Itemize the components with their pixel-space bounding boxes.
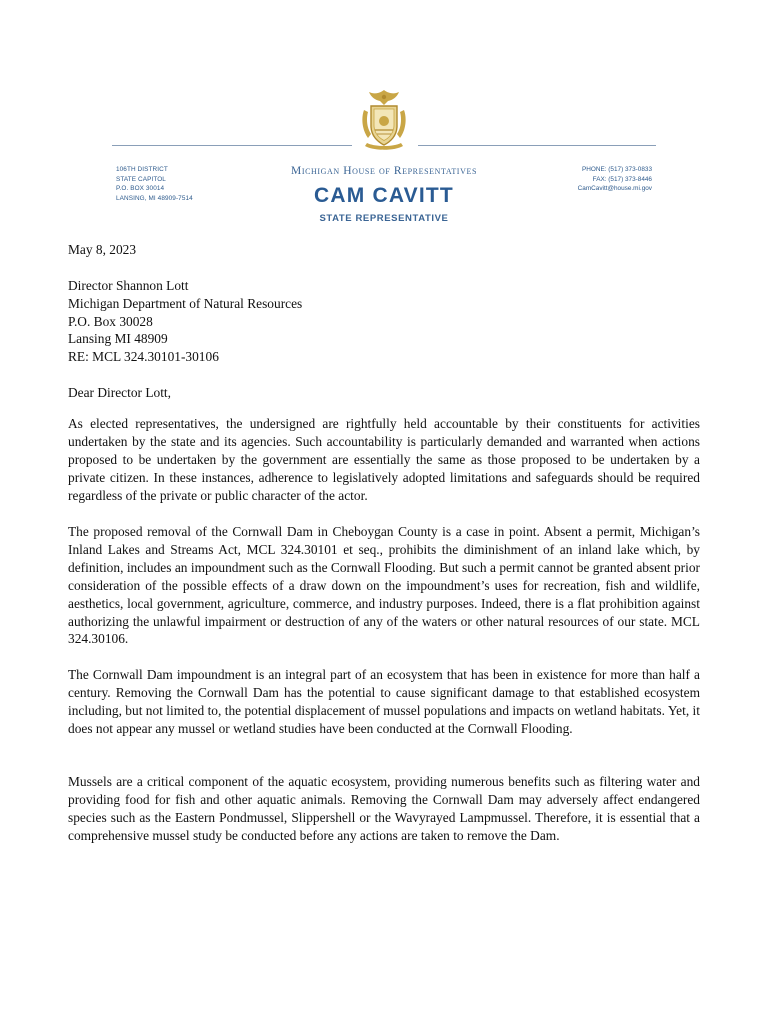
address-line: STATE CAPITOL xyxy=(116,175,166,183)
subject-line: RE: MCL 324.30101-30106 xyxy=(68,349,219,365)
letter-date: May 8, 2023 xyxy=(68,242,137,257)
office-contact xyxy=(578,165,652,194)
body-paragraph: As elected representatives, the undersigned are rightfully held accountable by their constituents for activities undertaken by the state and its agencies. Such accountability is particularly demanded and warranted when actions proposed to be undertaken by the government are essentially the same as those proposed to be undertaken by a private citizen. In these instances, adherence to legislatively adopted limitations and safeguards should be required regardless of the private or public character of the actor. xyxy=(68,416,700,503)
recipient-line: Director Shannon Lott xyxy=(68,278,189,293)
fax-number: FAX: (517) 373-8446 xyxy=(592,175,652,183)
letterhead xyxy=(0,0,768,232)
email-address: CamCavitt@house.mi.gov xyxy=(577,185,652,193)
representative-title: STATE REPRESENTATIVE xyxy=(319,213,449,224)
body-paragraph: Mussels are a critical component of the aquatic ecosystem, providing numerous benefits such as filtering water and providing food for fish and other aquatic animals. Removing the Cornwall Dam may adversely affect endangered species such as the Eastern Pondmussel, Slippershell or the Wavyrayed Lampmussel. Therefore, it is essential that a comprehensive mussel study be conducted before any actions are taken to remove the Dam. xyxy=(68,774,700,843)
body-paragraph: The proposed removal of the Cornwall Dam in Cheboygan County is a case in point. Absent a permit, Michigan’s Inland Lakes and Streams Act, MCL 324.30101 et seq., prohibits the diminishment of an inland lake which, by definition, includes an impoundment such as the Cornwall Flooding. But such a permit cannot be granted absent prior consideration of the possible effects of a draw down on the impoundment’s uses for recreation, fish and wildlife, aesthetics, local government, agriculture, commerce, and industry purposes. Indeed, there is a flat prohibition against authorizing the unlawful impairment or destruction of any of the waters or other natural resources of our state. MCL 324.30106. xyxy=(68,524,700,647)
letterhead-rule-right xyxy=(418,145,656,146)
recipient-line: P.O. Box 30028 xyxy=(68,313,153,329)
letterhead-rule-left xyxy=(112,145,352,146)
address-line: 106TH DISTRICT xyxy=(116,166,168,173)
michigan-state-seal-icon xyxy=(355,88,413,154)
recipient-line: Lansing MI 48909 xyxy=(68,331,168,347)
office-address xyxy=(116,165,193,203)
body-paragraph: The Cornwall Dam impoundment is an integral part of an ecosystem that has been in existence for more than half a century. Removing the Cornwall Dam has the potential to cause significant damage to that established ecosystem including, but not limited to, the potential displacement of mussel populations and impacts on wetland habitats. Yet, it does not appear any mussel or wetland studies have been conducted at the Cornwall Flooding. xyxy=(68,667,700,736)
address-line: LANSING, MI 48909-7514 xyxy=(116,194,193,202)
address-line: P.O. BOX 30014 xyxy=(116,185,165,193)
phone-number: PHONE: (517) 373-0833 xyxy=(582,166,652,173)
recipient-block xyxy=(68,277,302,366)
house-title: Michigan House of Representatives xyxy=(291,165,477,177)
recipient-line: Michigan Department of Natural Resources xyxy=(68,295,303,311)
representative-name: CAM CAVITT xyxy=(314,184,454,207)
salutation: Dear Director Lott, xyxy=(68,385,171,400)
